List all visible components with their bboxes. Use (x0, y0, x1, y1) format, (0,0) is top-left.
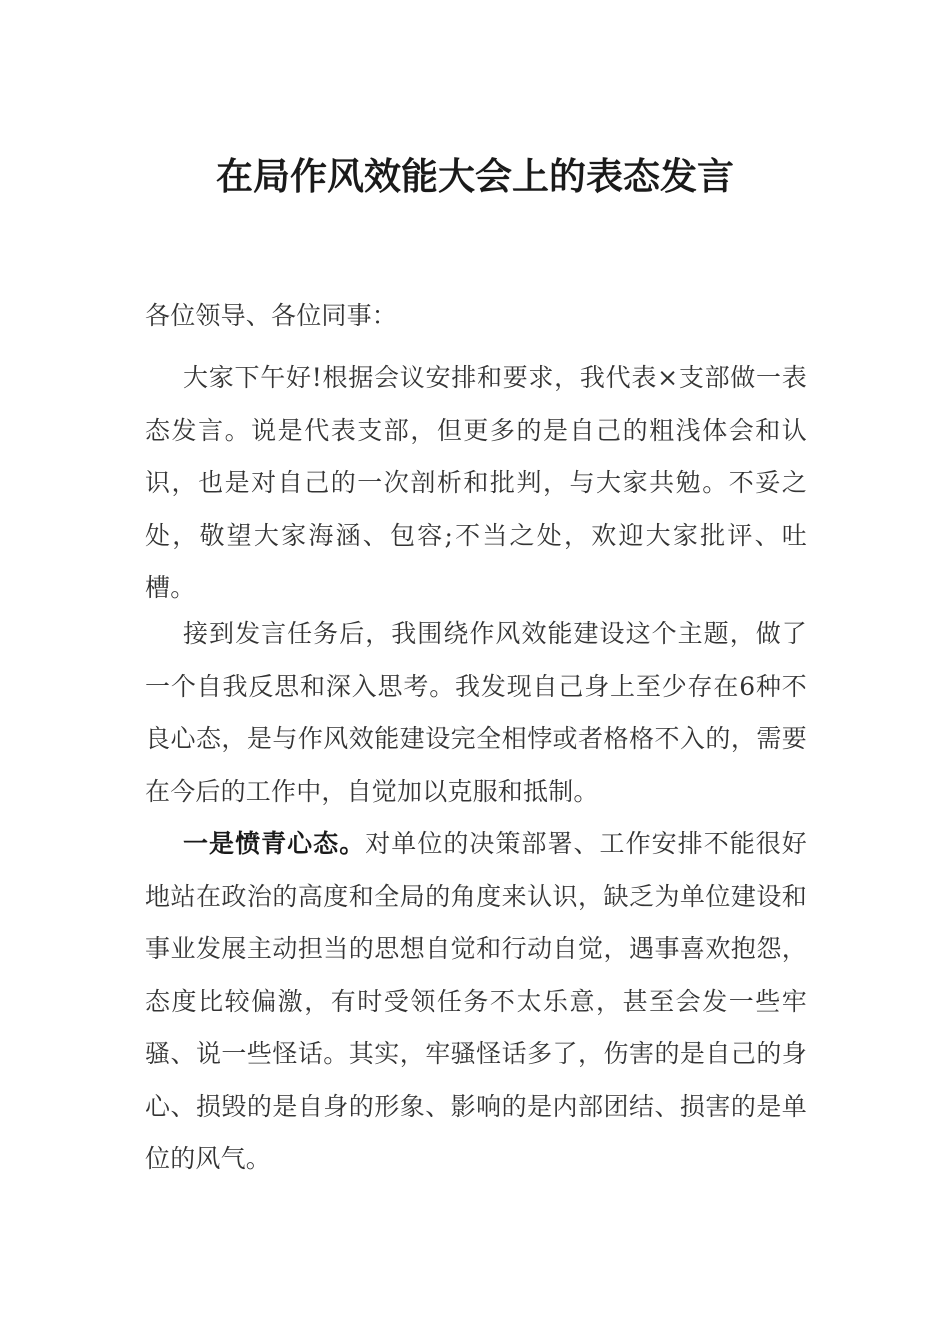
document-title: 在局作风效能大会上的表态发言 (216, 154, 734, 198)
paragraph-text: 对单位的决策部署、工作安排不能很好地站在政治的高度和全局的角度来认识，缺乏为单位建设和事业发展主动担当的思想自觉和行动自觉，遇事喜欢抱怨，态度比较偏激，有时受领任务不太乐意，甚至会发一些牢骚、说一些怪话。其实，牢骚怪话多了，伤害的是自己的身心、损毁的是自身的形象、影响的是内部团结、损害的是单位的风气。 (145, 829, 807, 1173)
salutation: 各位领导、各位同事： (145, 301, 398, 330)
paragraph-lead-heading: 一是愤青心态。 (183, 829, 366, 858)
paragraph-greeting (145, 352, 807, 615)
paragraph-text: 大家下午好!根据会议安排和要求，我代表×支部做一表态发言。说是代表支部，但更多的是自己的粗浅体会和认识，也是对自己的一次剖析和批判，与大家共勉。不妥之处，敬望大家海涵、包容;不当之处，欢迎大家批评、吐槽。 (145, 363, 807, 602)
paragraph-point-one (145, 818, 807, 1186)
paragraph-text: 接到发言任务后，我围绕作风效能建设这个主题，做了一个自我反思和深入思考。我发现自己身上至少存在6种不良心态，是与作风效能建设完全相悖或者格格不入的，需要在今后的工作中，自觉加以克服和抵制。 (145, 619, 807, 806)
paragraph-reflection (145, 608, 807, 818)
